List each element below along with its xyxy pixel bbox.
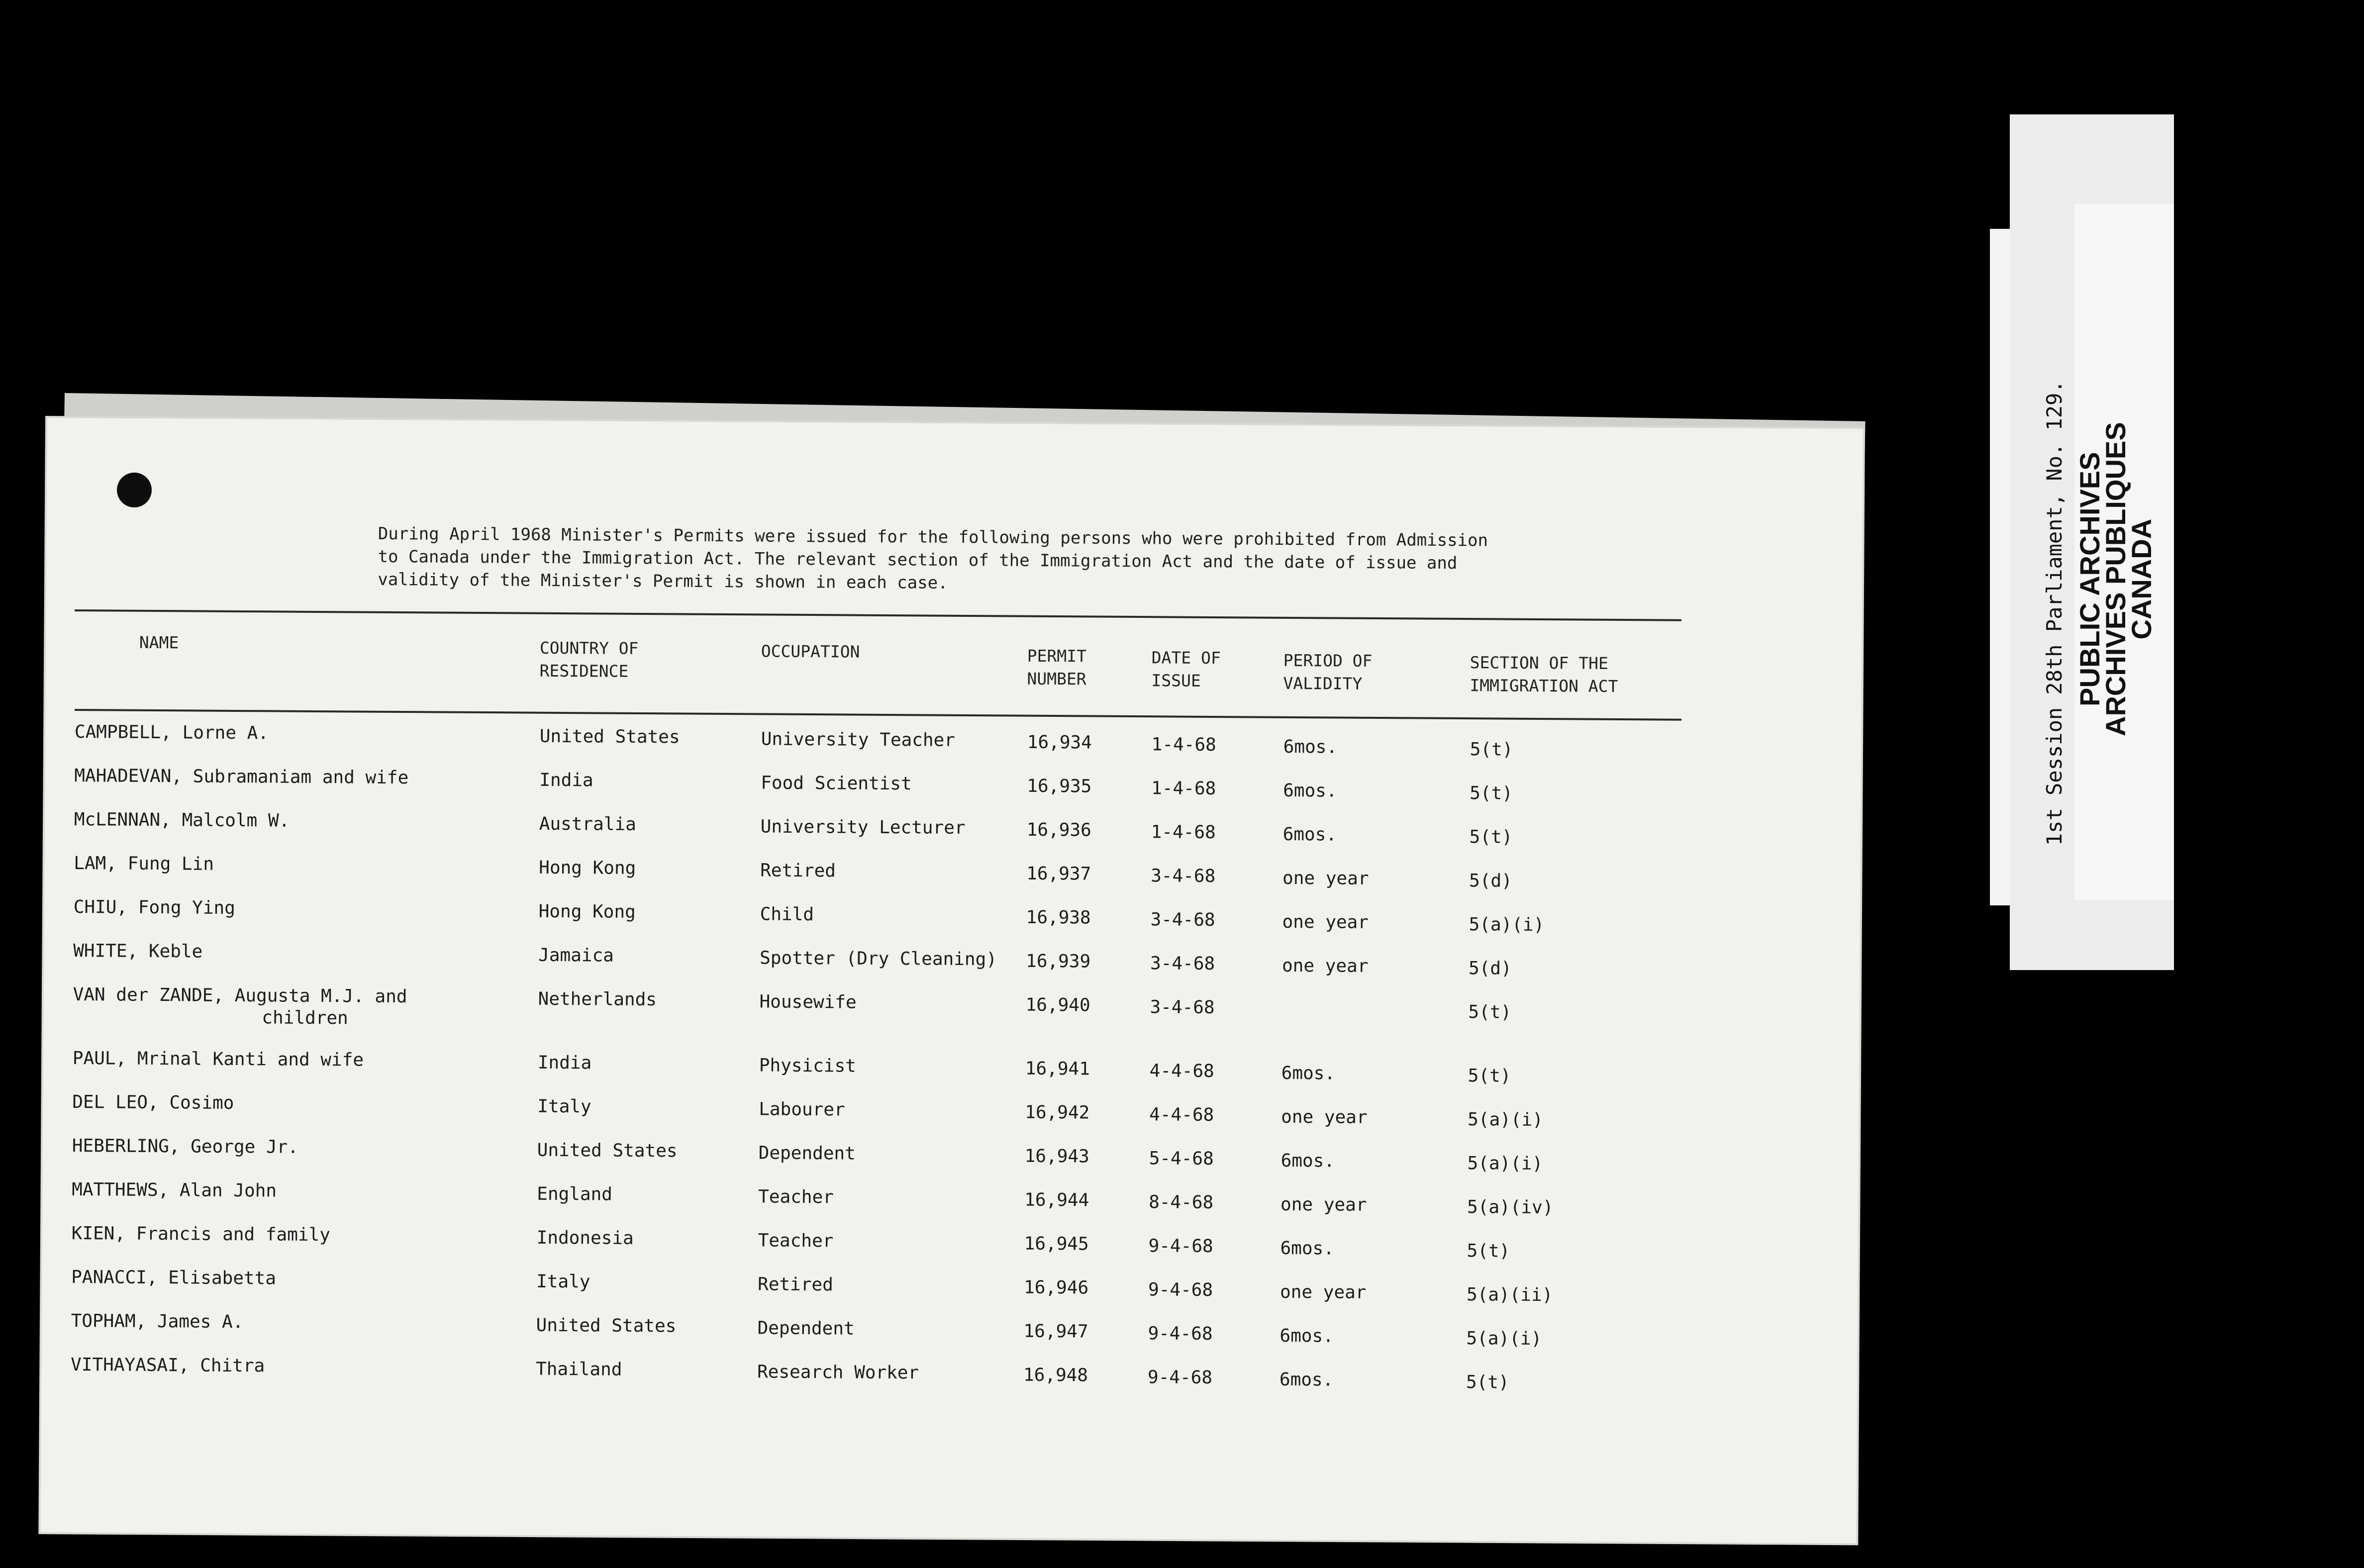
header-occupation: OCCUPATION [761,641,860,662]
row-permit-number [1027,776,1091,798]
row-date-of-issue [1149,1104,1214,1126]
row-name-text: KIEN, Francis and family [71,1223,330,1246]
row-occupation [759,1098,845,1121]
row-country-text: England [537,1183,613,1205]
table-row [71,1310,1687,1363]
row-date-of-issue [1149,1191,1213,1214]
row-permit-number-text: 16,948 [1023,1365,1088,1386]
row-section [1469,826,1512,849]
row-occupation-text: Child [760,904,814,925]
permit-table [70,721,1691,1428]
header-period: PERIOD OF VALIDITY [1283,650,1373,693]
table-row [72,1135,1688,1188]
row-occupation [761,772,912,795]
row-permit-number [1027,819,1091,842]
row-section-text: 5(t) [1470,739,1513,760]
row-occupation-text: Research Worker [757,1362,919,1383]
row-permit-number-text: 16,947 [1023,1321,1088,1342]
row-permit-number-text: 16,936 [1026,819,1091,841]
row-country-text: United States [537,1140,678,1162]
row-occupation [759,1142,856,1165]
row-occupation-text: Housewife [759,991,857,1013]
row-date-of-issue-text: 3-4-68 [1150,997,1215,1018]
row-section [1467,1196,1554,1219]
row-permit-number-text: 16,942 [1025,1102,1090,1123]
row-permit-number-text: 16,939 [1025,951,1091,972]
row-section-text: 5(a)(i) [1469,914,1545,936]
row-period-of-validity [1280,1194,1367,1216]
row-permit-number-text: 16,940 [1025,994,1090,1016]
row-period-of-validity-text: one year [1282,911,1369,933]
row-occupation-text: Teacher [758,1186,834,1208]
row-section [1467,1284,1553,1306]
row-occupation-text: University Lecturer [760,816,966,838]
row-section-text: 5(a)(i) [1466,1328,1542,1350]
row-permit-number-text: 16,941 [1025,1058,1090,1079]
table-row [74,853,1690,905]
row-country [540,726,680,749]
row-name-text: CAMPBELL, Lorne A. [74,722,269,744]
row-permit-number-text: 16,944 [1024,1189,1089,1211]
row-country [537,1140,678,1163]
table-row [71,1223,1688,1275]
row-permit-number [1026,863,1091,885]
row-permit-number [1023,1321,1088,1343]
row-name [72,1179,277,1202]
row-date-of-issue-text: 3-4-68 [1151,866,1216,887]
row-country-text: Jamaica [538,945,614,966]
intro-line-3: validity of the Minister's Permit is shown in each case. [378,569,948,593]
row-name [74,853,214,876]
table-row [73,896,1690,949]
row-date-of-issue [1148,1235,1213,1258]
row-permit-number [1025,1146,1089,1168]
row-period-of-validity-text: one year [1281,1106,1368,1128]
row-name [73,940,202,963]
row-period-of-validity-text: one year [1282,868,1369,889]
row-name-text: McLENNAN, Malcolm W. [74,809,290,831]
row-country-text: India [539,770,593,791]
row-occupation [759,1055,856,1077]
row-country-text: Indonesia [536,1227,634,1249]
row-country [539,770,593,792]
row-period-of-validity [1282,955,1369,978]
row-section [1467,1240,1510,1263]
row-period-of-validity-text: 6mos. [1280,1238,1335,1259]
header-name: NAME [139,632,179,653]
row-occupation-text: Dependent [757,1318,855,1339]
row-name-text: PAUL, Mrinal Kanti and wife [72,1048,364,1071]
row-name [73,984,407,1030]
row-name-text: PANACCI, Elisabetta [71,1267,277,1289]
row-date-of-issue-text: 5-4-68 [1149,1148,1214,1170]
row-period-of-validity [1280,1238,1334,1260]
row-country-text: United States [539,726,680,748]
row-date-of-issue [1148,1367,1212,1389]
table-row [72,1091,1689,1144]
row-date-of-issue-text: 3-4-68 [1150,909,1215,931]
intro-paragraph [378,522,1622,598]
row-period-of-validity [1283,780,1337,802]
row-section [1468,1109,1543,1131]
row-period-of-validity-text: 6mos. [1283,780,1337,801]
row-occupation [757,1317,854,1340]
row-name [75,721,269,744]
row-section-text: 5(a)(i) [1467,1153,1543,1175]
row-section [1467,1153,1543,1175]
row-occupation-text: Labourer [759,1099,845,1120]
header-section: SECTION OF THE IMMIGRATION ACT [1470,653,1618,696]
row-permit-number [1026,951,1090,973]
row-date-of-issue-text: 9-4-68 [1148,1236,1213,1257]
row-country [536,1359,622,1381]
row-name-continuation: children [262,1007,348,1029]
row-date-of-issue-text: 9-4-68 [1148,1323,1213,1344]
row-name [71,1354,265,1377]
row-period-of-validity [1281,1063,1336,1085]
row-country [538,1052,592,1075]
row-country [537,1096,591,1118]
table-row [73,984,1689,1037]
row-section-text: 5(t) [1470,783,1513,804]
row-section [1469,914,1544,936]
archives-line-1: PUBLIC ARCHIVES [2074,452,2105,706]
row-occupation-text: University Teacher [761,729,956,751]
row-period-of-validity [1281,1150,1335,1173]
row-permit-number [1023,1365,1088,1387]
row-section [1470,739,1513,761]
row-section-text: 5(t) [1468,1002,1512,1023]
intro-line-2: to Canada under the Immigration Act. The relevant section of the Immigration Act and the date of issue and [378,546,1458,574]
row-country-text: Australia [539,813,636,835]
row-period-of-validity-text: one year [1280,1194,1367,1215]
row-date-of-issue-text: 9-4-68 [1147,1367,1213,1388]
row-section-text: 5(d) [1469,871,1512,891]
row-permit-number [1024,1233,1088,1256]
table-row [72,1048,1689,1100]
intro-line-1: During April 1968 Minister's Permits were issued for the following persons who were prohibited from Admission [378,524,1488,551]
row-occupation [759,991,856,1013]
archives-stamp [2074,422,2157,736]
archives-line-3: CANADA [2126,518,2157,640]
row-period-of-validity [1280,1281,1367,1304]
row-permit-number-text: 16,946 [1023,1277,1089,1298]
row-date-of-issue-text: 9-4-68 [1148,1279,1213,1300]
row-date-of-issue-text: 1-4-68 [1151,778,1216,799]
row-permit-number-text: 16,935 [1027,776,1092,797]
row-occupation [760,947,997,971]
row-section [1466,1328,1542,1350]
table-row [73,940,1690,993]
row-section-text: 5(t) [1468,1066,1511,1086]
row-permit-number-text: 16,934 [1027,732,1092,753]
row-name [72,1223,330,1246]
row-section [1469,958,1512,980]
row-country [536,1315,676,1338]
row-occupation [758,1274,833,1296]
row-date-of-issue [1151,865,1215,887]
row-name-text: HEBERLING, George Jr. [72,1135,299,1158]
row-name-text: WHITE, Keble [73,940,203,962]
row-period-of-validity-text: one year [1280,1281,1367,1303]
row-period-of-validity [1280,1325,1334,1348]
session-reference: 1st Session 28th Parliament, No. 129. [2042,380,2067,846]
row-permit-number [1025,1058,1090,1080]
row-date-of-issue [1148,1323,1212,1345]
row-date-of-issue-text: 1-4-68 [1151,822,1216,843]
table-row [72,1179,1688,1232]
row-period-of-validity [1280,1369,1334,1391]
row-date-of-issue-text: 4-4-68 [1149,1104,1214,1126]
row-date-of-issue [1150,909,1215,931]
row-country [539,857,636,880]
row-name [71,1310,243,1333]
header-country: COUNTRY OF RESIDENCE [539,638,639,681]
row-section-text: 5(a)(ii) [1466,1284,1553,1306]
row-date-of-issue-text: 4-4-68 [1149,1061,1214,1082]
row-permit-number [1025,994,1090,1017]
row-permit-number [1026,907,1090,929]
row-section-text: 5(t) [1469,827,1513,848]
punch-hole [117,473,152,507]
row-period-of-validity [1283,824,1337,846]
row-occupation [760,903,814,926]
row-name [74,896,235,919]
row-section [1468,1065,1511,1087]
row-period-of-validity [1282,868,1369,890]
row-date-of-issue [1150,953,1215,975]
table-row [71,1354,1687,1407]
row-period-of-validity-text: 6mos. [1280,1325,1334,1347]
row-period-of-validity-text: one year [1281,955,1369,977]
row-occupation-text: Spotter (Dry Cleaning) [759,948,997,970]
row-date-of-issue [1151,778,1216,800]
row-permit-number [1024,1277,1088,1299]
row-name-text: VAN der ZANDE, Augusta M.J. and [73,984,407,1007]
row-permit-number [1027,732,1092,754]
row-name [74,809,290,832]
row-date-of-issue [1151,821,1216,844]
row-section [1466,1372,1509,1394]
row-period-of-validity [1281,1106,1368,1129]
archives-line-2: ARCHIVES PUBLIQUES [2100,422,2131,736]
row-name [74,765,408,789]
row-occupation-text: Dependent [758,1143,856,1164]
row-country-text: Netherlands [538,988,657,1010]
row-section-text: 5(t) [1467,1241,1510,1262]
row-section-text: 5(d) [1468,958,1512,979]
row-date-of-issue [1148,1279,1213,1301]
row-name-text: VITHAYASAI, Chitra [70,1354,265,1376]
row-period-of-validity [1282,911,1369,934]
row-section-text: 5(a)(iv) [1467,1197,1554,1218]
row-period-of-validity-text: 6mos. [1282,824,1337,845]
row-country-text: Italy [537,1096,591,1117]
row-period-of-validity [1283,736,1338,759]
row-occupation [758,1230,834,1252]
row-permit-number [1024,1189,1089,1212]
row-country [537,1227,634,1250]
row-section [1470,783,1513,805]
row-occupation [761,816,966,839]
row-occupation [760,860,836,882]
row-name-text: MAHADEVAN, Subramaniam and wife [74,765,409,788]
table-header [74,631,1691,715]
table-row [71,1267,1688,1319]
row-country-text: Hong Kong [538,901,636,922]
row-date-of-issue-text: 3-4-68 [1150,953,1215,975]
row-name [71,1267,276,1290]
row-occupation [757,1361,919,1384]
table-row [74,809,1690,862]
row-name-text: DEL LEO, Cosimo [72,1091,234,1113]
row-country [539,813,636,836]
row-name-text: TOPHAM, James A. [71,1310,244,1333]
row-date-of-issue [1149,1148,1214,1170]
row-name [72,1091,234,1114]
row-section-text: 5(t) [1466,1372,1509,1393]
row-permit-number-text: 16,938 [1026,907,1091,928]
row-date-of-issue [1150,996,1214,1019]
row-country-text: Italy [536,1271,591,1292]
row-date-of-issue-text: 8-4-68 [1149,1192,1214,1213]
row-occupation [758,1186,834,1208]
row-permit-number-text: 16,943 [1024,1146,1089,1167]
row-section-text: 5(a)(i) [1468,1109,1544,1131]
row-occupation [761,728,955,751]
row-name [73,1048,364,1072]
row-occupation-text: Retired [757,1274,833,1295]
row-permit-number-text: 16,945 [1024,1233,1089,1255]
row-section [1468,1001,1511,1024]
row-name [72,1135,298,1159]
row-country [537,1183,612,1206]
row-country [536,1271,591,1293]
row-name-text: MATTHEWS, Alan John [72,1179,277,1201]
row-period-of-validity-text: 6mos. [1280,1150,1335,1172]
row-period-of-validity-text: 6mos. [1279,1369,1334,1390]
row-date-of-issue [1150,1060,1214,1082]
header-permit: PERMIT NUMBER [1027,646,1087,689]
header-date: DATE OF ISSUE [1151,648,1221,690]
row-occupation-text: Teacher [758,1230,834,1252]
row-section [1469,870,1512,892]
row-country [538,988,657,1011]
row-period-of-validity-text: 6mos. [1283,736,1338,758]
row-name-text: LAM, Fung Lin [74,853,214,875]
row-country-text: Hong Kong [539,857,636,879]
row-date-of-issue [1152,734,1216,756]
row-country-text: Thailand [535,1359,622,1380]
row-country-text: United States [536,1315,677,1337]
row-name-text: CHIU, Fong Ying [73,896,235,918]
row-country-text: India [537,1052,592,1074]
row-country [538,945,614,967]
row-permit-number [1025,1102,1089,1124]
row-occupation-text: Retired [760,860,836,882]
table-row [74,765,1691,818]
row-permit-number-text: 16,937 [1026,863,1091,884]
row-date-of-issue-text: 1-4-68 [1151,734,1216,756]
row-occupation-text: Physicist [759,1055,856,1077]
table-row [74,721,1691,774]
row-country [539,901,636,923]
row-period-of-validity-text: 6mos. [1281,1063,1336,1084]
row-occupation-text: Food Scientist [761,773,912,794]
